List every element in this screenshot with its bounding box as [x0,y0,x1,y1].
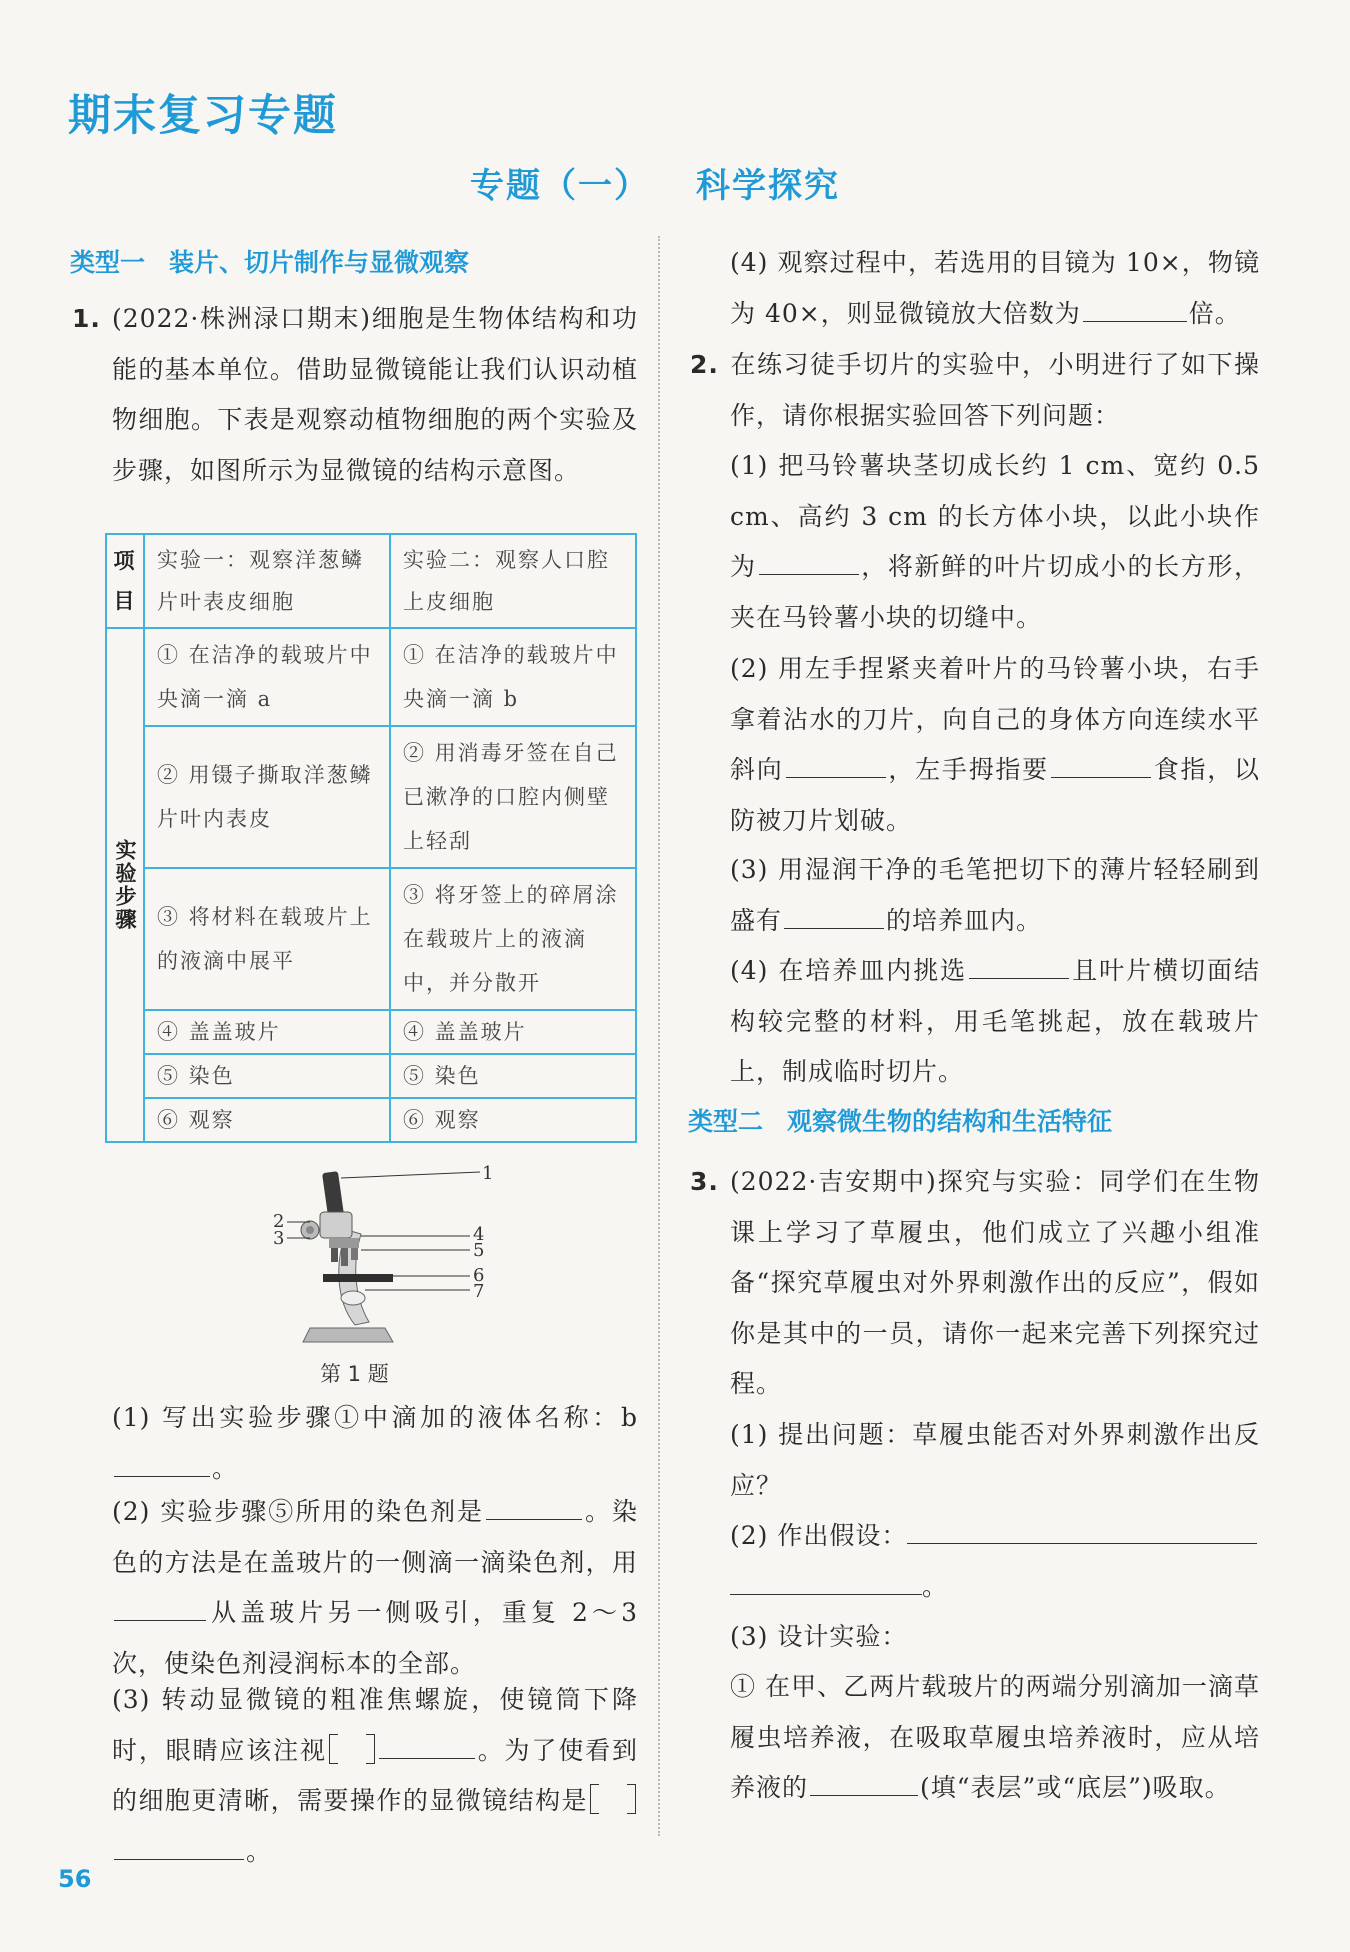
table-row [106,628,636,726]
q1-intro-text: (2022·株洲渌口期末)细胞是生物体结构和功能的基本单位。借助显微镜能让我们认识动植物细胞。下表是观察动植物细胞的两个实验及步骤，如图所示为显微镜的结构示意图。 [112,304,638,485]
q2-number: 2. [690,350,719,379]
q3-part3-step1 [730,1662,1260,1814]
table-cell: ⑤ 染色 [144,1054,390,1098]
microscope-illustration [287,1171,480,1342]
q1-p3-text-a: (3) 转动显微镜的粗准焦螺旋，使镜筒下降时，眼睛应该注视 [112,1685,638,1765]
q1-intro [72,294,638,496]
type1-label: 类型一 [70,248,146,277]
table-item-header [106,534,144,628]
q1-number: 1. [72,304,101,333]
table-row [106,726,636,868]
topic-title [470,158,970,207]
q3-p2-end: 。 [922,1571,949,1601]
q1-part2 [112,1487,638,1689]
table-steps-header: 实验步骤 [106,628,144,1142]
q2-p2-text-c: 食指，以防被刀片划破。 [730,755,1260,835]
q1-p1-text: (1) 写出实验步骤①中滴加的液体名称： [112,1403,621,1432]
table-cell: ② 用镊子撕取洋葱鳞片叶内表皮 [144,726,390,868]
q2-p1-text-a: (1) 把马铃薯块茎切成长约 1 cm、宽约 0.5 cm、高约 3 cm 的长方体小块，以此小块作为 [730,451,1260,581]
type1-heading [70,243,469,279]
q2-intro-text: 在练习徒手切片的实验中，小明进行了如下操作，请你根据实验回答下列问题： [730,350,1260,430]
table-cell: ④ 盖盖玻片 [144,1010,390,1054]
q1-p3-bracket1[interactable] [329,1734,375,1764]
q2-p2-text-b: ，左手拇指要 [887,755,1049,784]
q1-p2-text-c: 从盖玻片另一侧吸引，重复 2～3 次，使染色剂浸润标本的全部。 [112,1598,638,1678]
figure-label-6: 6 [473,1265,485,1286]
q1-p3-blank1[interactable] [379,1730,475,1759]
topic-label: 专题（一） [470,166,650,206]
q1-p1-label: b [620,1403,638,1432]
table-row [106,1098,636,1142]
figure-label-4: 4 [473,1224,485,1245]
table-row [106,1054,636,1098]
q2-intro [690,340,1260,441]
q2-p3-text-b: 的培养皿内。 [886,905,1043,935]
q1-p2-text-b: 。染色的方法是在盖玻片的一侧滴一滴染色剂，用 [112,1497,638,1577]
type2-name: 观察微生物的结构和生活特征 [787,1107,1113,1136]
q1-p4-end: 倍。 [1188,298,1241,328]
q2-p4-blank[interactable] [969,950,1069,979]
q3-p3-1-blank[interactable] [810,1767,918,1796]
q1-part3 [112,1675,638,1877]
table-cell: ⑥ 观察 [144,1098,390,1142]
q1-p1-end: 。 [212,1453,239,1483]
q1-p3-text-b: 。为了使看到的细胞更清晰，需要操作的显微镜结构是 [112,1735,638,1815]
experiment-table [105,533,637,1143]
q1-p3-blank2[interactable] [114,1831,244,1860]
table-cell: ⑤ 染色 [390,1054,636,1098]
main-title: 期末复习专题 [68,91,338,141]
q2-p2-text-a: (2) 用左手捏紧夹着叶片的马铃薯小块，右手拿着沾水的刀片，向自己的身体方向连续水平斜向 [730,654,1260,784]
type2-heading [688,1102,1112,1138]
table-cell: ⑥ 观察 [390,1098,636,1142]
q1-part4 [730,238,1260,339]
q2-part3 [730,845,1260,946]
q2-part4 [730,946,1260,1098]
table-cell: ③ 将材料在载玻片上的液滴中展平 [144,868,390,1010]
microscope-figure [265,1160,495,1350]
q1-p3-end: 。 [246,1836,273,1866]
q1-p4-text: (4) 观察过程中，若选用的目镜为 10×，物镜为 40×，则显微镜放大倍数为 [730,248,1260,328]
q3-p2-blank1[interactable] [907,1515,1257,1544]
q1-p1-blank[interactable] [114,1448,210,1477]
table-row [106,1010,636,1054]
q3-p2-text: (2) 作出假设： [730,1521,908,1550]
q1-p2-text-a: (2) 实验步骤⑤所用的染色剂是 [112,1497,485,1526]
table-cell: ③ 将牙签上的碎屑涂在载玻片上的液滴中，并分散开 [390,868,636,1010]
q3-p2-blank2[interactable] [730,1566,922,1595]
q2-p3-text-a: (3) 用湿润干净的毛笔把切下的薄片轻轻刷到盛有 [730,855,1260,935]
q1-p4-blank[interactable] [1083,293,1187,322]
q2-p2-blank2[interactable] [1051,749,1151,778]
q1-part1 [112,1393,638,1494]
table-header-row [106,534,636,628]
table-exp1-title: 实验一：观察洋葱鳞片叶表皮细胞 [144,534,390,628]
figure-label-1: 1 [482,1163,494,1184]
q2-p2-blank1[interactable] [786,749,886,778]
figure-label-7: 7 [473,1281,485,1302]
q3-p3-1-text-a: ① 在甲、乙两片载玻片的两端分别滴加一滴草履虫培养液，在吸取草履虫培养液时，应从培养液的 [730,1672,1260,1802]
table-cell: ② 用消毒牙签在自己已漱净的口腔内侧壁上轻刮 [390,726,636,868]
page-number: 56 [58,1865,92,1893]
q2-part1 [730,441,1260,643]
type2-label: 类型二 [688,1107,764,1136]
q1-p2-blank2[interactable] [114,1592,206,1621]
q2-p1-text-b: ，将新鲜的叶片切成小的长方形，夹在马铃薯小块的切缝中。 [730,552,1260,632]
q3-intro [690,1157,1260,1410]
column-divider [658,236,660,1836]
q3-intro-text: (2022·吉安期中)探究与实验：同学们在生物课上学习了草履虫，他们成立了兴趣小组准备“探究草履虫对外界刺激作出的反应”，假如你是其中的一员，请你一起来完善下列探究过程。 [730,1167,1260,1398]
q1-p2-blank1[interactable] [486,1491,582,1520]
figure-caption: 第 1 题 [320,1362,389,1386]
type1-name: 装片、切片制作与显微观察 [169,248,470,277]
figure-label-3: 3 [273,1228,285,1249]
q2-p4-text-b: 且叶片横切面结构较完整的材料，用毛笔挑起，放在载玻片上，制成临时切片。 [730,956,1260,1086]
q2-p1-blank[interactable] [759,546,859,575]
table-cell: ① 在洁净的载玻片中央滴一滴 b [390,628,636,726]
item-header-text: 项目 [113,549,137,613]
q1-p3-bracket2[interactable] [590,1784,636,1814]
q2-part2 [730,644,1260,846]
table-exp2-title: 实验二：观察人口腔上皮细胞 [390,534,636,628]
q3-part3: (3) 设计实验： [730,1622,908,1651]
q3-p3-1-text-b: (填“表层”或“底层”)吸取。 [920,1773,1231,1802]
figure-label-5: 5 [473,1240,485,1261]
q2-p4-text-a: (4) 在培养皿内挑选 [730,956,968,985]
q3-number: 3. [690,1167,719,1196]
figure-label-2: 2 [273,1211,285,1232]
q2-p3-blank[interactable] [784,900,884,929]
table-cell: ① 在洁净的载玻片中央滴一滴 a [144,628,390,726]
q3-part1: (1) 提出问题：草履虫能否对外界刺激作出反应？ [730,1420,1260,1500]
table-row [106,868,636,1010]
topic-name: 科学探究 [696,166,840,206]
q3-part2 [730,1511,1260,1612]
table-cell: ④ 盖盖玻片 [390,1010,636,1054]
